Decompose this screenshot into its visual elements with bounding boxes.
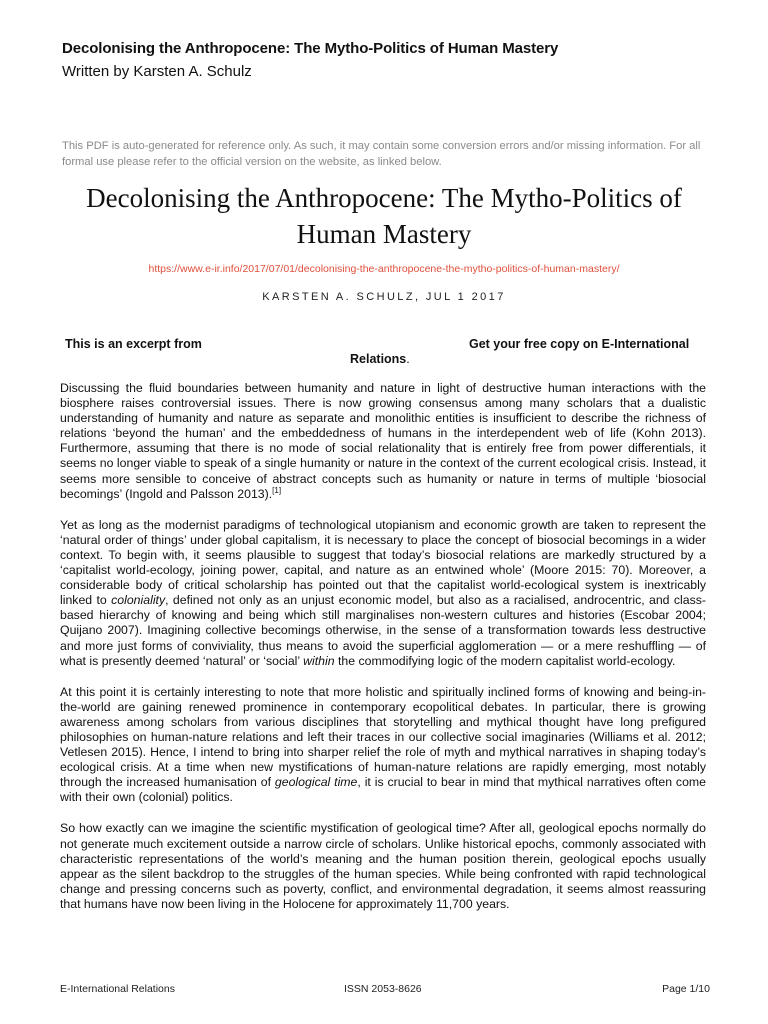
article-url-link[interactable]: https://www.e-ir.info/2017/07/01/decolonising-the-anthropocene-the-mytho-politics-of-human-mastery/: [148, 263, 620, 275]
excerpt-note-start: This is an excerpt from: [65, 337, 202, 351]
excerpt-note-link[interactable]: Get your free copy on E-International: [469, 337, 690, 351]
excerpt-note-end: [350, 352, 410, 366]
paragraph-3-text-b: , it is crucial to bear in mind that mythical narratives often come with their own (colonial) politics.: [60, 775, 707, 805]
paragraph-1: [60, 381, 706, 502]
article-byline: KARSTEN A. SCHULZ, JUL 1 2017: [262, 291, 506, 303]
paragraph-3-text-a: At this point it is certainly interesting to note that more holistic and spiritually inclined forms of knowing and being-in-the-world are gaining renewed prominence in contemporary ecopolitical debates. In particular, there is growing awareness among scholars from various disciplines that storytelling and mythical thought have long prefigured philosophies on human-nature relations and left their traces in our collective social imaginaries (Williams et al. 2012; Vetlesen 2015). Hence, I intend to bring into sharper relief the role of myth and mythical narratives in shaping today’s ecological crisis. At a time when new mystifications of human-nature relations are rapidly emerging, most notably through the increased humanisation of: [60, 684, 706, 790]
document-header-title: Decolonising the Anthropocene: The Mytho-Politics of Human Mastery: [62, 40, 559, 57]
excerpt-note-relations[interactable]: Relations: [350, 352, 407, 366]
paragraph-2-text-b: , defined not only as an unjust economic model, but also as a racialised, androcentric, and class-based hierarchy of knowing and being which still marginalises non-western cultures and histories (Escobar 2004; Quijano 2007). Imagining collective becomings otherwise, in the sense of a transformation towards less destructive and more just forms of conviviality, thus means to avoid the superficial agglomeration — or a mere reshuffling — of what is presently deemed ‘natural’ or ‘social’: [60, 593, 706, 668]
paragraph-1-text: Discussing the fluid boundaries between humanity and nature in light of destructive human interactions with the biosphere raises controversial issues. There is now growing consensus among many scholars that a dualistic understanding of humanity and nature as separate and monolithic entities is insufficient to describe the richness of relations ‘beyond the human’ and the embeddedness of humans in the interdependent web of life (Kohn 2013). Furthermore, assuming that there is no mode of social relationality that is entirely free from power differentials, it seems no longer viable to speak of a single humanity or nature in the context of the current ecological crisis. Instead, it seems more sensible to conceive of abstract concepts such as humanity or nature in terms of multiple ‘biosocial becomings’ (Ingold and Palsson 2013).: [60, 381, 706, 501]
paragraph-2: [60, 518, 706, 669]
paragraph-4: So how exactly can we imagine the scientific mystification of geological time? After all, geological epochs normally do not generate much excitement outside a narrow circle of scholars. Unlike historical epochs, commonly associated with characteristic representations of the world’s meaning and the human position therein, geological epochs usually appear as the silent backdrop to the struggles of the human species. While being confronted with rapid technological change and pressing concerns such as poverty, conflict, and environmental degradation, it seems almost reassuring that humans have now been living in the Holocene for approximately 11,700 years.: [60, 821, 706, 911]
paragraph-2-text-a: Yet as long as the modernist paradigms of technological utopianism and economic growth are taken to represent the ‘natural order of things’ under global capitalism, it is necessary to place the concept of biosocial becomings in a wider context. To begin with, it seems plausible to suggest that today’s biosocial relations are markedly structured by a ‘capitalist world-ecology, joining power, capital, and nature as an entwined whole’ (Moore 2015: 70). Moreover, a considerable body of critical scholarship has pointed out that the capitalist world-ecological system is inextricably linked to: [60, 517, 706, 608]
excerpt-note-period: .: [406, 352, 410, 366]
paragraph-3-emphasis-geological-time: geological time: [274, 775, 358, 790]
footer-publisher: E-International Relations: [60, 983, 175, 995]
footnote-ref-1[interactable]: [1]: [272, 485, 282, 495]
article-body: [60, 381, 706, 928]
paragraph-3: [60, 685, 706, 806]
article-title: Decolonising the Anthropocene: The Mytho-Politics of Human Mastery: [86, 183, 682, 249]
paragraph-2-text-c: the commodifying logic of the modern capitalist world-ecology.: [334, 653, 676, 668]
pdf-notice: This PDF is auto-generated for reference only. As such, it may contain some conversion errors and/or missing information. For all formal use please refer to the official version on the website, as linked below.: [62, 140, 701, 168]
paragraph-2-emphasis-coloniality: coloniality: [111, 593, 166, 608]
footer-page-number: Page 1/10: [662, 983, 710, 995]
paragraph-2-emphasis-within: within: [303, 653, 335, 668]
footer-issn: ISSN 2053-8626: [344, 983, 422, 995]
document-header-author: Written by Karsten A. Schulz: [62, 63, 252, 80]
